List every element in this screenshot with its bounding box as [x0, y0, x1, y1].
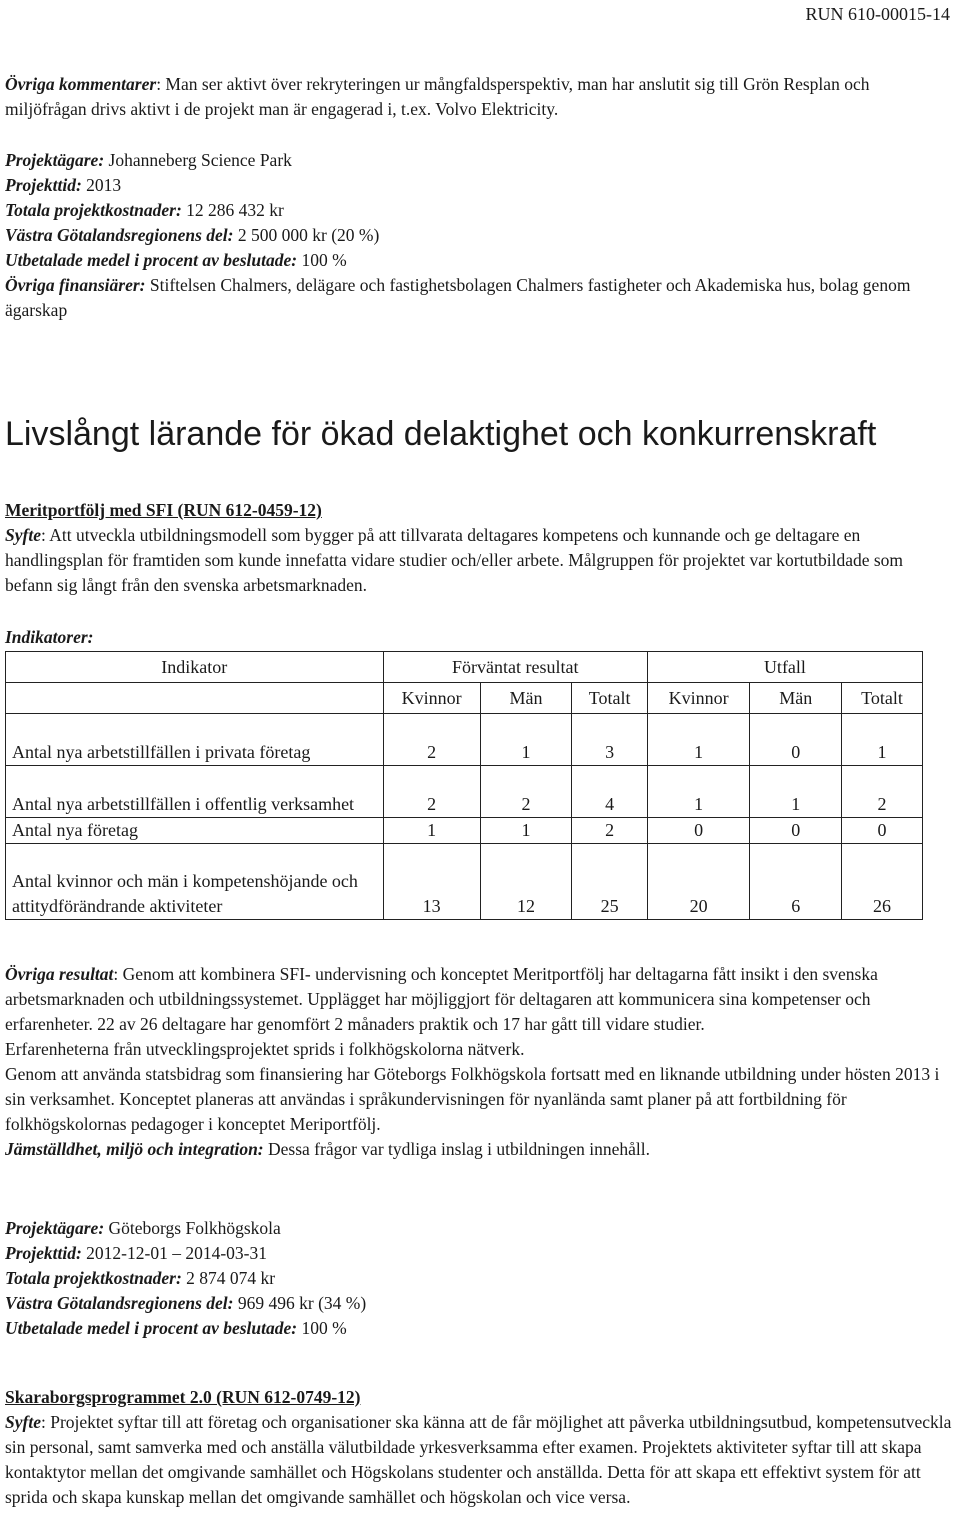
row-value: 1 [647, 714, 749, 766]
projektagare-label: Projektägare: [5, 150, 105, 170]
row-value: 2 [572, 818, 648, 844]
ovriga-finansiarer-value: Stiftelsen Chalmers, delägare och fastighetsbolagen Chalmers fastigheter och Akademiska hus, bolag genom ägarskap [5, 275, 911, 320]
vgr-value: 969 496 kr (34 %) [233, 1293, 367, 1313]
projekttid-value: 2012-12-01 – 2014-03-31 [81, 1243, 267, 1263]
projekttid-value: 2013 [81, 175, 122, 195]
row-value: 1 [750, 766, 842, 818]
row-label: Antal nya arbetstillfällen i privata företag [6, 714, 384, 766]
row-value: 1 [480, 714, 572, 766]
results-block [5, 962, 955, 1162]
vgr-label: Västra Götalandsregionens del: [5, 225, 234, 245]
projekttid-label: Projekttid: [5, 1243, 82, 1263]
totala-label: Totala projektkostnader: [5, 200, 182, 220]
subheader-cell: Kvinnor [383, 683, 480, 714]
row-value: 1 [383, 818, 480, 844]
ovriga-kommentarer [5, 72, 955, 122]
row-value: 2 [842, 766, 923, 818]
row-value: 0 [750, 714, 842, 766]
vgr-value: 2 500 000 kr (20 %) [233, 225, 380, 245]
utbetalade-value: 100 % [297, 1318, 347, 1338]
row-value: 1 [480, 818, 572, 844]
project-meta-2 [5, 1216, 955, 1341]
header-indikator: Indikator [6, 652, 384, 683]
syfte-label: Syfte [5, 1412, 41, 1432]
totala-label: Totala projektkostnader: [5, 1268, 182, 1288]
row-value: 3 [572, 714, 648, 766]
results-paragraph-2: Erfarenheterna från utvecklingsprojektet sprids i folkhögskolorna nätverk. [5, 1039, 525, 1059]
indikatorer-heading [5, 625, 955, 650]
indikatorer-label: Indikatorer: [5, 627, 94, 647]
project-2-name: Skaraborgsprogrammet 2.0 (RUN 612-0749-12) [5, 1387, 361, 1407]
projektagare-value: Göteborgs Folkhögskola [104, 1218, 281, 1238]
project-meta-1 [5, 148, 955, 323]
jamstalldhet-text: Dessa frågor var tydliga inslag i utbildningen innehåll. [263, 1139, 651, 1159]
row-value: 2 [383, 714, 480, 766]
project-1-name: Meritportfölj med SFI (RUN 612-0459-12) [5, 500, 322, 520]
totala-value: 2 874 074 kr [181, 1268, 276, 1288]
row-value: 26 [842, 844, 923, 920]
projektagare-label: Projektägare: [5, 1218, 105, 1238]
subheader-cell: Totalt [572, 683, 648, 714]
row-value: 1 [842, 714, 923, 766]
projekttid-label: Projekttid: [5, 175, 82, 195]
jamstalldhet-label: Jämställdhet, miljö och integration: [5, 1139, 264, 1159]
ovriga-resultat-text: : Genom att kombinera SFI- undervisning och konceptet Meritportfölj har deltagarna fått insikt i den svenska arbetsmarknaden och utbildningssystemet. Upplägget har möjliggjort för deltagaren att kommunicera sina kompetenser och erfarenheter. 22 av 26 deltagare har genomfört 2 månaders praktik och 17 har gått till vidare studier. [5, 964, 878, 1034]
syfte-text: : Att utveckla utbildningsmodell som bygger på att tillvarata deltagares kompetens och kunnande och ge deltagare en handlingsplan för framtiden som kunde innefatta vidare studier och/eller arbete. Målgruppen för projektet var kortutbildade som befann sig långt från den svenska arbetsmarknaden. [5, 525, 904, 595]
row-value: 2 [383, 766, 480, 818]
ovriga-finansiarer-label: Övriga finansiärer: [5, 275, 146, 295]
header-forvantat: Förväntat resultat [383, 652, 647, 683]
header-utfall: Utfall [647, 652, 922, 683]
syfte-label: Syfte [5, 525, 41, 545]
row-value: 0 [647, 818, 749, 844]
project-1-intro [5, 498, 955, 598]
ovriga-kommentarer-label: Övriga kommentarer [5, 74, 157, 94]
utbetalade-label: Utbetalade medel i procent av beslutade: [5, 250, 298, 270]
comments-block [5, 72, 955, 122]
projektagare-value: Johanneberg Science Park [104, 150, 292, 170]
row-value: 1 [647, 766, 749, 818]
subheader-empty [6, 683, 384, 714]
table-header-row [6, 652, 923, 683]
document-id: RUN 610-00015-14 [805, 4, 950, 24]
row-value: 25 [572, 844, 648, 920]
subheader-cell: Totalt [842, 683, 923, 714]
table-subheader-row [6, 683, 923, 714]
section-title: Livslångt lärande för ökad delaktighet och konkurrenskraft [5, 415, 877, 453]
subheader-cell: Kvinnor [647, 683, 749, 714]
subheader-cell: Män [750, 683, 842, 714]
indicator-table [5, 651, 923, 920]
table-row [6, 818, 923, 844]
row-label: Antal nya arbetstillfällen i offentlig verksamhet [6, 766, 384, 818]
row-label: Antal kvinnor och män i kompetenshöjande och attitydförändrande aktiviteter [6, 844, 384, 920]
project-2-block [5, 1385, 955, 1510]
row-value: 12 [480, 844, 572, 920]
table-row [6, 844, 923, 920]
row-value: 4 [572, 766, 648, 818]
ovriga-resultat-label: Övriga resultat [5, 964, 114, 984]
utbetalade-value: 100 % [297, 250, 347, 270]
syfte-text: : Projektet syftar till att företag och organisationer ska känna att de får möjlighet att påverka utbildningsutbud, kompetensutveckla sin personal, samt samverka med och anställa välutbildade yrkesverksamma efter examen. Projektets aktiviteter syftar till att skapa kontaktytor mellan det omgivande samhället och Högskolans studenter och anställda. Detta för att skapa ett effektivt system för att sprida och skapa kunskap mellan det omgivande samhället och högskolan och vice versa. [5, 1412, 952, 1507]
row-label: Antal nya företag [6, 818, 384, 844]
row-value: 6 [750, 844, 842, 920]
row-value: 0 [842, 818, 923, 844]
table-row [6, 714, 923, 766]
row-value: 20 [647, 844, 749, 920]
totala-value: 12 286 432 kr [181, 200, 284, 220]
row-value: 0 [750, 818, 842, 844]
row-value: 2 [480, 766, 572, 818]
subheader-cell: Män [480, 683, 572, 714]
row-value: 13 [383, 844, 480, 920]
results-paragraph-3: Genom att använda statsbidrag som finansiering har Göteborgs Folkhögskola fortsatt med en liknande utbildning under hösten 2013 i sin verksamhet. Konceptet planeras att användas i språkundervisningen för nyanlända samt planer på att fortbildning för folkhögskolornas pedagoger i konceptet Meriportfölj. [5, 1064, 940, 1134]
vgr-label: Västra Götalandsregionens del: [5, 1293, 234, 1313]
table-row [6, 766, 923, 818]
ovriga-kommentarer-text: : Man ser aktivt över rekryteringen ur mångfaldsperspektiv, man har anslutit sig till Grön Resplan och miljöfrågan drivs aktivt i de projekt man är engagerad i, t.ex. Volvo Elektricity. [5, 74, 870, 119]
utbetalade-label: Utbetalade medel i procent av beslutade: [5, 1318, 298, 1338]
